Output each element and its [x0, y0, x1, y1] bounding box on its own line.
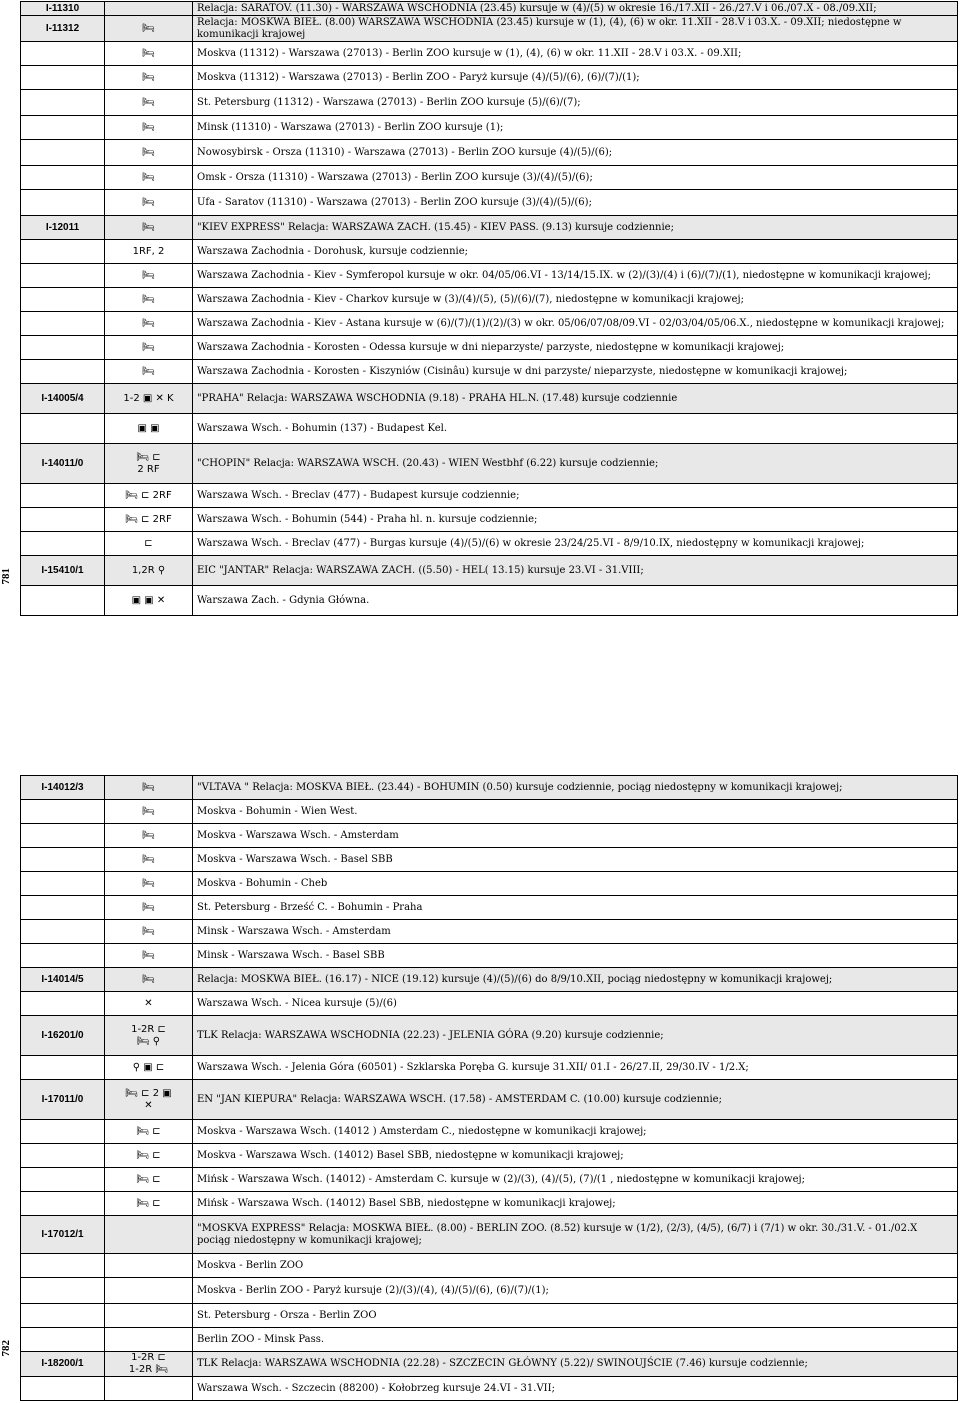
timetable-row	[21, 896, 958, 920]
route-description: "KIEV EXPRESS" Relacja: WARSZAWA ZACH. (15.45) - KIEV PASS. (9.13) kursuje codziennie;	[193, 216, 958, 240]
car-type-symbols	[105, 1216, 193, 1254]
train-number	[21, 240, 105, 264]
train-number: I-11310	[21, 2, 105, 16]
timetable-row	[21, 116, 958, 140]
train-number: I-18200/1	[21, 1352, 105, 1377]
route-description: EIC "JANTAR" Relacja: WARSZAWA ZACH. ((5.50) - HEL( 13.15) kursuje 23.VI - 31.VIII;	[193, 556, 958, 586]
car-type-symbols: 🛏	[105, 312, 193, 336]
route-description: Minsk - Warszawa Wsch. - Basel SBB	[193, 944, 958, 968]
route-description: TLK Relacja: WARSZAWA WSCHODNIA (22.28) - SZCZECIN GŁÓWNY (5.22)/ SWINOUJŚCIE (7.46) kursuje codziennie;	[193, 1352, 958, 1377]
train-number: I-15410/1	[21, 556, 105, 586]
timetable-row	[21, 1056, 958, 1080]
timetable-section-1	[20, 1, 958, 616]
route-description: Warszawa Zachodnia - Kiev - Astana kursuje w (6)/(7)/(1)/(2)/(3) w okr. 05/06/07/08/09.VI - 02/03/04/05/06.X., niedostępne w komunikacji krajowej;	[193, 312, 958, 336]
car-type-symbols	[105, 2, 193, 16]
route-description: Warszawa Zachodnia - Kiev - Charkov kursuje w (3)/(4)/(5), (5)/(6)/(7), niedostępne w komunikacji krajowej;	[193, 288, 958, 312]
route-description: Warszawa Wsch. - Jelenia Góra (60501) - Szklarska Poręba G. kursuje 31.XII/ 01.I - 26/27.II, 29/30.IV - 1/2.X;	[193, 1056, 958, 1080]
timetable-row	[21, 216, 958, 240]
timetable-row	[21, 1304, 958, 1328]
train-number	[21, 116, 105, 140]
route-description: Moskva - Bohumin - Cheb	[193, 872, 958, 896]
train-number	[21, 848, 105, 872]
timetable-row	[21, 848, 958, 872]
timetable-row	[21, 1144, 958, 1168]
train-number	[21, 336, 105, 360]
route-description: St. Petersburg (11312) - Warszawa (27013) - Berlin ZOO kursuje (5)/(6)/(7);	[193, 90, 958, 116]
train-number: I-16201/0	[21, 1016, 105, 1056]
timetable-row	[21, 556, 958, 586]
car-type-symbols: 🛏	[105, 90, 193, 116]
car-type-symbols: 🛏	[105, 66, 193, 90]
car-type-symbols: 🛏	[105, 944, 193, 968]
timetable-row	[21, 532, 958, 556]
timetable-row	[21, 190, 958, 216]
train-number	[21, 1192, 105, 1216]
route-description: Mińsk - Warszawa Wsch. (14012) Basel SBB, niedostępne w komunikacji krajowej;	[193, 1192, 958, 1216]
route-description: Moskva - Bohumin - Wien West.	[193, 800, 958, 824]
car-type-symbols: 1-2 ▣ ✕ K	[105, 384, 193, 414]
train-number: I-14014/5	[21, 968, 105, 992]
timetable-row	[21, 360, 958, 384]
route-description: Warszawa Wsch. - Bohumin (544) - Praha hl. n. kursuje codziennie;	[193, 508, 958, 532]
car-type-symbols: 🛏 ⊏ 2 RF	[105, 444, 193, 484]
car-type-symbols: 🛏	[105, 42, 193, 66]
car-type-symbols: 🛏	[105, 288, 193, 312]
car-type-symbols: 🛏 ⊏	[105, 1144, 193, 1168]
car-type-symbols: 🛏 ⊏ 2 ▣ ✕	[105, 1080, 193, 1120]
car-type-symbols	[105, 1254, 193, 1278]
route-description: Moskva - Warszawa Wsch. (14012 ) Amsterdam C., niedostępne w komunikacji krajowej;	[193, 1120, 958, 1144]
route-description: "MOSKVA EXPRESS" Relacja: MOSKWA BIEŁ. (8.00) - BERLIN ZOO. (8.52) kursuje w (1/2), (2/3), (4/5), (6/7) i (7/1) w okr. 30./31.V. - 01./02.X pociąg niedostępny w komunikacji krajowej;	[193, 1216, 958, 1254]
train-number	[21, 1144, 105, 1168]
train-number	[21, 1377, 105, 1401]
train-number	[21, 90, 105, 116]
car-type-symbols	[105, 1278, 193, 1304]
car-type-symbols: ⚲ ▣ ⊏	[105, 1056, 193, 1080]
route-description: Warszawa Zachodnia - Korosten - Kiszyniów (Cisinâu) kursuje w dni parzyste/ nieparzyste, niedostępne w komunikacji krajowej;	[193, 360, 958, 384]
train-number: I-11312	[21, 16, 105, 42]
car-type-symbols: 🛏	[105, 116, 193, 140]
train-number: I-12011	[21, 216, 105, 240]
timetable-row	[21, 776, 958, 800]
route-description: Warszawa Wsch. - Nicea kursuje (5)/(6)	[193, 992, 958, 1016]
train-number: I-14005/4	[21, 384, 105, 414]
train-number: I-17011/0	[21, 1080, 105, 1120]
timetable-row	[21, 1278, 958, 1304]
route-description: Omsk - Orsza (11310) - Warszawa (27013) - Berlin ZOO kursuje (3)/(4)/(5)/(6);	[193, 166, 958, 190]
route-description: EN "JAN KIEPURA" Relacja: WARSZAWA WSCH. (17.58) - AMSTERDAM C. (10.00) kursuje codziennie;	[193, 1080, 958, 1120]
car-type-symbols: 1RF, 2	[105, 240, 193, 264]
timetable-row	[21, 312, 958, 336]
route-description: Moskva (11312) - Warszawa (27013) - Berlin ZOO kursuje w (1), (4), (6) w okr. 11.XII - 28.V i 03.X. - 09.XII;	[193, 42, 958, 66]
train-number	[21, 414, 105, 444]
car-type-symbols: 🛏	[105, 824, 193, 848]
route-description: Moskva (11312) - Warszawa (27013) - Berlin ZOO - Paryż kursuje (4)/(5)/(6), (6)/(7)/(1);	[193, 66, 958, 90]
timetable-row	[21, 2, 958, 16]
car-type-symbols: 🛏	[105, 920, 193, 944]
car-type-symbols: ⊏	[105, 532, 193, 556]
timetable-row	[21, 1192, 958, 1216]
timetable-row	[21, 484, 958, 508]
car-type-symbols: 🛏	[105, 800, 193, 824]
route-description: Relacja: MOSKWA BIEŁ. (8.00) WARSZAWA WSCHODNIA (23.45) kursuje w (1), (4), (6) w okr. 11.XII - 28.V i 03.X. - 09.XII; niedostępne w komunikacji krajowej	[193, 16, 958, 42]
train-number	[21, 992, 105, 1016]
train-number	[21, 824, 105, 848]
timetable-row	[21, 140, 958, 166]
train-number: I-14011/0	[21, 444, 105, 484]
timetable-row	[21, 288, 958, 312]
route-description: Moskva - Berlin ZOO - Paryż kursuje (2)/(3)/(4), (4)/(5)/(6), (6)/(7)/(1);	[193, 1278, 958, 1304]
route-description: Warszawa Wsch. - Bohumin (137) - Budapest Kel.	[193, 414, 958, 444]
route-description: Moskva - Warszawa Wsch. (14012) Basel SBB, niedostępne w komunikacji krajowej;	[193, 1144, 958, 1168]
train-number	[21, 586, 105, 616]
car-type-symbols: 🛏 ⊏	[105, 1120, 193, 1144]
car-type-symbols: 🛏	[105, 216, 193, 240]
train-number	[21, 800, 105, 824]
car-type-symbols: 1,2R ⚲	[105, 556, 193, 586]
timetable-row	[21, 1377, 958, 1401]
train-number	[21, 872, 105, 896]
timetable-row	[21, 1328, 958, 1352]
train-number	[21, 1168, 105, 1192]
train-number	[21, 66, 105, 90]
car-type-symbols: 1-2R ⊏ 🛏 ⚲	[105, 1016, 193, 1056]
train-number	[21, 1278, 105, 1304]
train-number	[21, 532, 105, 556]
timetable-row	[21, 968, 958, 992]
timetable-row	[21, 1168, 958, 1192]
train-number	[21, 484, 105, 508]
route-description: Warszawa Zach. - Gdynia Główna.	[193, 586, 958, 616]
car-type-symbols	[105, 1328, 193, 1352]
route-description: St. Petersburg - Orsza - Berlin ZOO	[193, 1304, 958, 1328]
route-description: "VLTAVA " Relacja: MOSKVA BIEŁ. (23.44) - BOHUMIN (0.50) kursuje codziennie, pociąg niedostępny w komunikacji krajowej;	[193, 776, 958, 800]
route-description: Ufa - Saratov (11310) - Warszawa (27013) - Berlin ZOO kursuje (3)/(4)/(5)/(6);	[193, 190, 958, 216]
car-type-symbols: 🛏	[105, 896, 193, 920]
timetable-row	[21, 264, 958, 288]
car-type-symbols: 🛏	[105, 848, 193, 872]
timetable-row	[21, 944, 958, 968]
timetable-row	[21, 1016, 958, 1056]
timetable-row	[21, 1080, 958, 1120]
timetable-row	[21, 444, 958, 484]
timetable-row	[21, 90, 958, 116]
route-description: Minsk - Warszawa Wsch. - Amsterdam	[193, 920, 958, 944]
timetable-row	[21, 66, 958, 90]
route-description: Moskva - Warszawa Wsch. - Amsterdam	[193, 824, 958, 848]
route-description: Relacja: SARATOV. (11.30) - WARSZAWA WSCHODNIA (23.45) kursuje w (4)/(5) w okresie 16./17.XII - 26./27.V i 06./07.X - 08./09.XII;	[193, 2, 958, 16]
timetable-row	[21, 42, 958, 66]
timetable-row	[21, 166, 958, 190]
timetable-row	[21, 1216, 958, 1254]
car-type-symbols: 🛏	[105, 140, 193, 166]
timetable-row	[21, 384, 958, 414]
route-description: Moskva - Berlin ZOO	[193, 1254, 958, 1278]
car-type-symbols	[105, 1304, 193, 1328]
route-description: Warszawa Wsch. - Szczecin (88200) - Kołobrzeg kursuje 24.VI - 31.VII;	[193, 1377, 958, 1401]
car-type-symbols: 🛏	[105, 190, 193, 216]
car-type-symbols: 🛏	[105, 968, 193, 992]
train-number	[21, 508, 105, 532]
page-number-781: 781	[0, 568, 12, 585]
train-number	[21, 312, 105, 336]
timetable-row	[21, 920, 958, 944]
train-number: I-14012/3	[21, 776, 105, 800]
timetable-row	[21, 414, 958, 444]
timetable-row	[21, 824, 958, 848]
route-description: Warszawa Zachodnia - Kiev - Symferopol kursuje w okr. 04/05/06.VI - 13/14/15.IX. w (2)/(3)/(4) i (6)/(7)/(1), niedostępne w komunikacji krajowej;	[193, 264, 958, 288]
train-number	[21, 190, 105, 216]
route-description: Relacja: MOSKWA BIEŁ. (16.17) - NICE (19.12) kursuje (4)/(5)/(6) do 8/9/10.XII, pociąg niedostępny w komunikacji krajowej;	[193, 968, 958, 992]
route-description: Mińsk - Warszawa Wsch. (14012) - Amsterdam C. kursuje w (2)/(3), (4)/(5), (7)/(1 , niedostępne w komunikacji krajowej;	[193, 1168, 958, 1192]
timetable-row	[21, 240, 958, 264]
train-number	[21, 140, 105, 166]
route-description: Moskva - Warszawa Wsch. - Basel SBB	[193, 848, 958, 872]
route-description: Nowosybirsk - Orsza (11310) - Warszawa (27013) - Berlin ZOO kursuje (4)/(5)/(6);	[193, 140, 958, 166]
train-number	[21, 264, 105, 288]
timetable-row	[21, 800, 958, 824]
car-type-symbols: ▣ ▣	[105, 414, 193, 444]
page-number-782: 782	[0, 1340, 12, 1357]
route-description: Minsk (11310) - Warszawa (27013) - Berlin ZOO kursuje (1);	[193, 116, 958, 140]
timetable-row	[21, 586, 958, 616]
train-number	[21, 1056, 105, 1080]
car-type-symbols: 🛏	[105, 872, 193, 896]
timetable-row	[21, 992, 958, 1016]
timetable-row	[21, 508, 958, 532]
car-type-symbols: 🛏 ⊏ 2RF	[105, 484, 193, 508]
train-number	[21, 1304, 105, 1328]
car-type-symbols: 🛏	[105, 166, 193, 190]
route-description: Warszawa Wsch. - Breclav (477) - Budapest kursuje codziennie;	[193, 484, 958, 508]
route-description: Warszawa Zachodnia - Dorohusk, kursuje codziennie;	[193, 240, 958, 264]
train-number	[21, 1328, 105, 1352]
car-type-symbols: 🛏	[105, 360, 193, 384]
route-description: Warszawa Wsch. - Breclav (477) - Burgas kursuje (4)/(5)/(6) w okresie 23/24/25.VI - 8/9/10.IX, niedostępny w komunikacji krajowej;	[193, 532, 958, 556]
route-description: Berlin ZOO - Minsk Pass.	[193, 1328, 958, 1352]
car-type-symbols: 🛏	[105, 16, 193, 42]
train-number	[21, 360, 105, 384]
car-type-symbols: 🛏	[105, 776, 193, 800]
train-number	[21, 42, 105, 66]
train-number	[21, 166, 105, 190]
route-description: St. Petersburg - Brześć C. - Bohumin - Praha	[193, 896, 958, 920]
car-type-symbols: 🛏 ⊏	[105, 1192, 193, 1216]
car-type-symbols: 🛏 ⊏ 2RF	[105, 508, 193, 532]
car-type-symbols: 🛏	[105, 264, 193, 288]
timetable-row	[21, 336, 958, 360]
timetable-section-2	[20, 775, 958, 1401]
car-type-symbols: ✕	[105, 992, 193, 1016]
route-description: "CHOPIN" Relacja: WARSZAWA WSCH. (20.43) - WIEN Westbhf (6.22) kursuje codziennie;	[193, 444, 958, 484]
route-description: Warszawa Zachodnia - Korosten - Odessa kursuje w dni nieparzyste/ parzyste, niedostępne w komunikacji krajowej;	[193, 336, 958, 360]
timetable-row	[21, 1120, 958, 1144]
car-type-symbols: 1-2R ⊏ 1-2R 🛏	[105, 1352, 193, 1377]
car-type-symbols: 🛏	[105, 336, 193, 360]
train-number	[21, 288, 105, 312]
train-number	[21, 944, 105, 968]
train-number	[21, 1120, 105, 1144]
timetable-row	[21, 872, 958, 896]
timetable-row	[21, 1254, 958, 1278]
car-type-symbols: ▣ ▣ ✕	[105, 586, 193, 616]
car-type-symbols: 🛏 ⊏	[105, 1168, 193, 1192]
car-type-symbols	[105, 1377, 193, 1401]
route-description: TLK Relacja: WARSZAWA WSCHODNIA (22.23) - JELENIA GÓRA (9.20) kursuje codziennie;	[193, 1016, 958, 1056]
timetable-row	[21, 16, 958, 42]
train-number	[21, 1254, 105, 1278]
train-number	[21, 920, 105, 944]
route-description: "PRAHA" Relacja: WARSZAWA WSCHODNIA (9.18) - PRAHA HL.N. (17.48) kursuje codziennie	[193, 384, 958, 414]
train-number: I-17012/1	[21, 1216, 105, 1254]
train-number	[21, 896, 105, 920]
timetable-row	[21, 1352, 958, 1377]
